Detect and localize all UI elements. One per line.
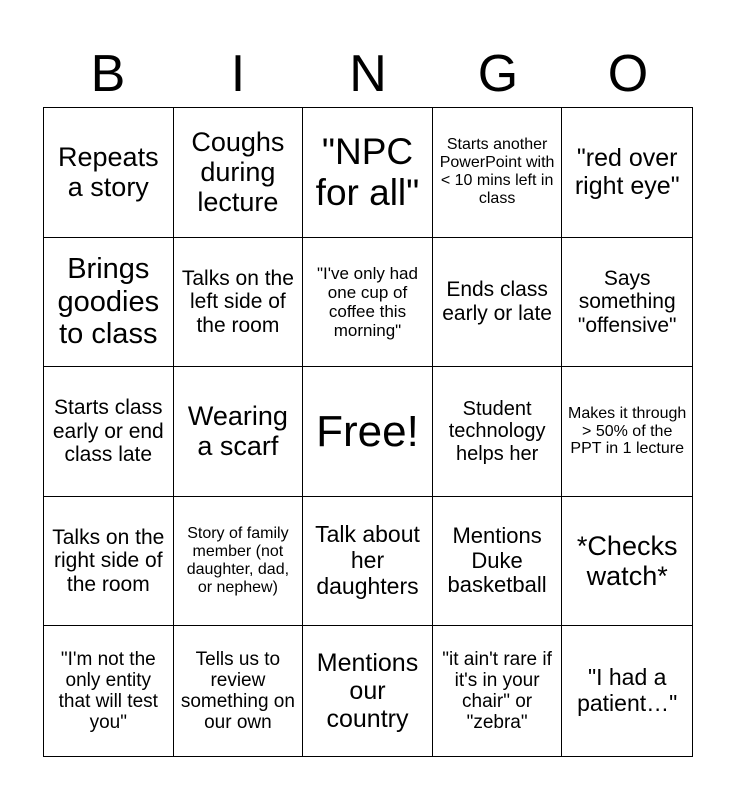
bingo-square-label: "I've only had one cup of coffee this morning" bbox=[317, 263, 418, 340]
bingo-square-label: "NPC for all" bbox=[315, 130, 420, 214]
header-letter-i: I bbox=[230, 45, 246, 103]
bingo-square-label: "red over right eye" bbox=[574, 144, 680, 201]
bingo-square-label: Coughs during lecture bbox=[191, 126, 285, 218]
bingo-square-label: Says something "offensive" bbox=[577, 266, 677, 337]
bingo-square[interactable] bbox=[44, 497, 174, 627]
bingo-square-label: "I'm not the only entity that will test you" bbox=[58, 648, 158, 734]
bingo-square[interactable] bbox=[562, 626, 692, 756]
bingo-header bbox=[43, 40, 693, 108]
bingo-square[interactable] bbox=[433, 108, 563, 238]
bingo-square-label: Story of family member (not daughter, dad, or nephew) bbox=[186, 525, 290, 596]
bingo-square-label: Brings goodies to class bbox=[57, 253, 160, 351]
bingo-square-label: Talks on the left side of the room bbox=[181, 266, 294, 337]
bingo-square-label: Starts another PowerPoint with < 10 mins left in class bbox=[439, 136, 555, 208]
bingo-square[interactable] bbox=[562, 238, 692, 368]
bingo-square-label: "I had a patient…" bbox=[577, 664, 678, 717]
bingo-square-label: Ends class early or late bbox=[442, 278, 552, 325]
bingo-square-label: *Checks watch* bbox=[576, 530, 678, 592]
bingo-square[interactable] bbox=[44, 108, 174, 238]
bingo-square-label: Tells us to review something on our own bbox=[180, 648, 295, 734]
bingo-square[interactable] bbox=[433, 497, 563, 627]
bingo-square[interactable] bbox=[433, 367, 563, 497]
bingo-square[interactable] bbox=[44, 626, 174, 756]
bingo-square[interactable] bbox=[44, 367, 174, 497]
bingo-square[interactable] bbox=[44, 238, 174, 368]
bingo-square-label: Starts class early or end class late bbox=[52, 396, 164, 467]
header-letter-g: G bbox=[477, 45, 519, 103]
header-letter-b: B bbox=[90, 45, 126, 103]
bingo-square-label: Mentions Duke basketball bbox=[447, 523, 547, 598]
bingo-square[interactable] bbox=[174, 238, 304, 368]
header-letter-n: N bbox=[349, 45, 387, 103]
bingo-square[interactable] bbox=[433, 238, 563, 368]
bingo-square-label: Talk about her daughters bbox=[315, 521, 420, 599]
bingo-square-label: Mentions our country bbox=[316, 649, 419, 734]
bingo-square-label: "it ain't rare if it's in your chair" or "zebra" bbox=[442, 648, 552, 734]
bingo-square[interactable] bbox=[303, 238, 433, 368]
bingo-square[interactable] bbox=[562, 497, 692, 627]
bingo-square-label: Talks on the right side of the room bbox=[52, 525, 165, 596]
bingo-square-label: Repeats a story bbox=[58, 142, 159, 203]
bingo-square[interactable] bbox=[303, 367, 433, 497]
bingo-square-label: Makes it through > 50% of the PPT in 1 lecture bbox=[568, 404, 687, 458]
bingo-square[interactable] bbox=[562, 108, 692, 238]
bingo-square[interactable] bbox=[433, 626, 563, 756]
bingo-square[interactable] bbox=[562, 367, 692, 497]
bingo-square[interactable] bbox=[174, 367, 304, 497]
header-letter-o: O bbox=[607, 45, 649, 103]
bingo-square[interactable] bbox=[303, 108, 433, 238]
bingo-square-label: Student technology helps her bbox=[448, 397, 546, 465]
bingo-square[interactable] bbox=[174, 626, 304, 756]
bingo-square-label: Wearing a scarf bbox=[187, 401, 288, 462]
bingo-square[interactable] bbox=[303, 626, 433, 756]
bingo-square[interactable] bbox=[174, 108, 304, 238]
bingo-square-label: Free! bbox=[316, 406, 419, 456]
bingo-square[interactable] bbox=[303, 497, 433, 627]
bingo-board bbox=[43, 107, 693, 757]
bingo-square[interactable] bbox=[174, 497, 304, 627]
